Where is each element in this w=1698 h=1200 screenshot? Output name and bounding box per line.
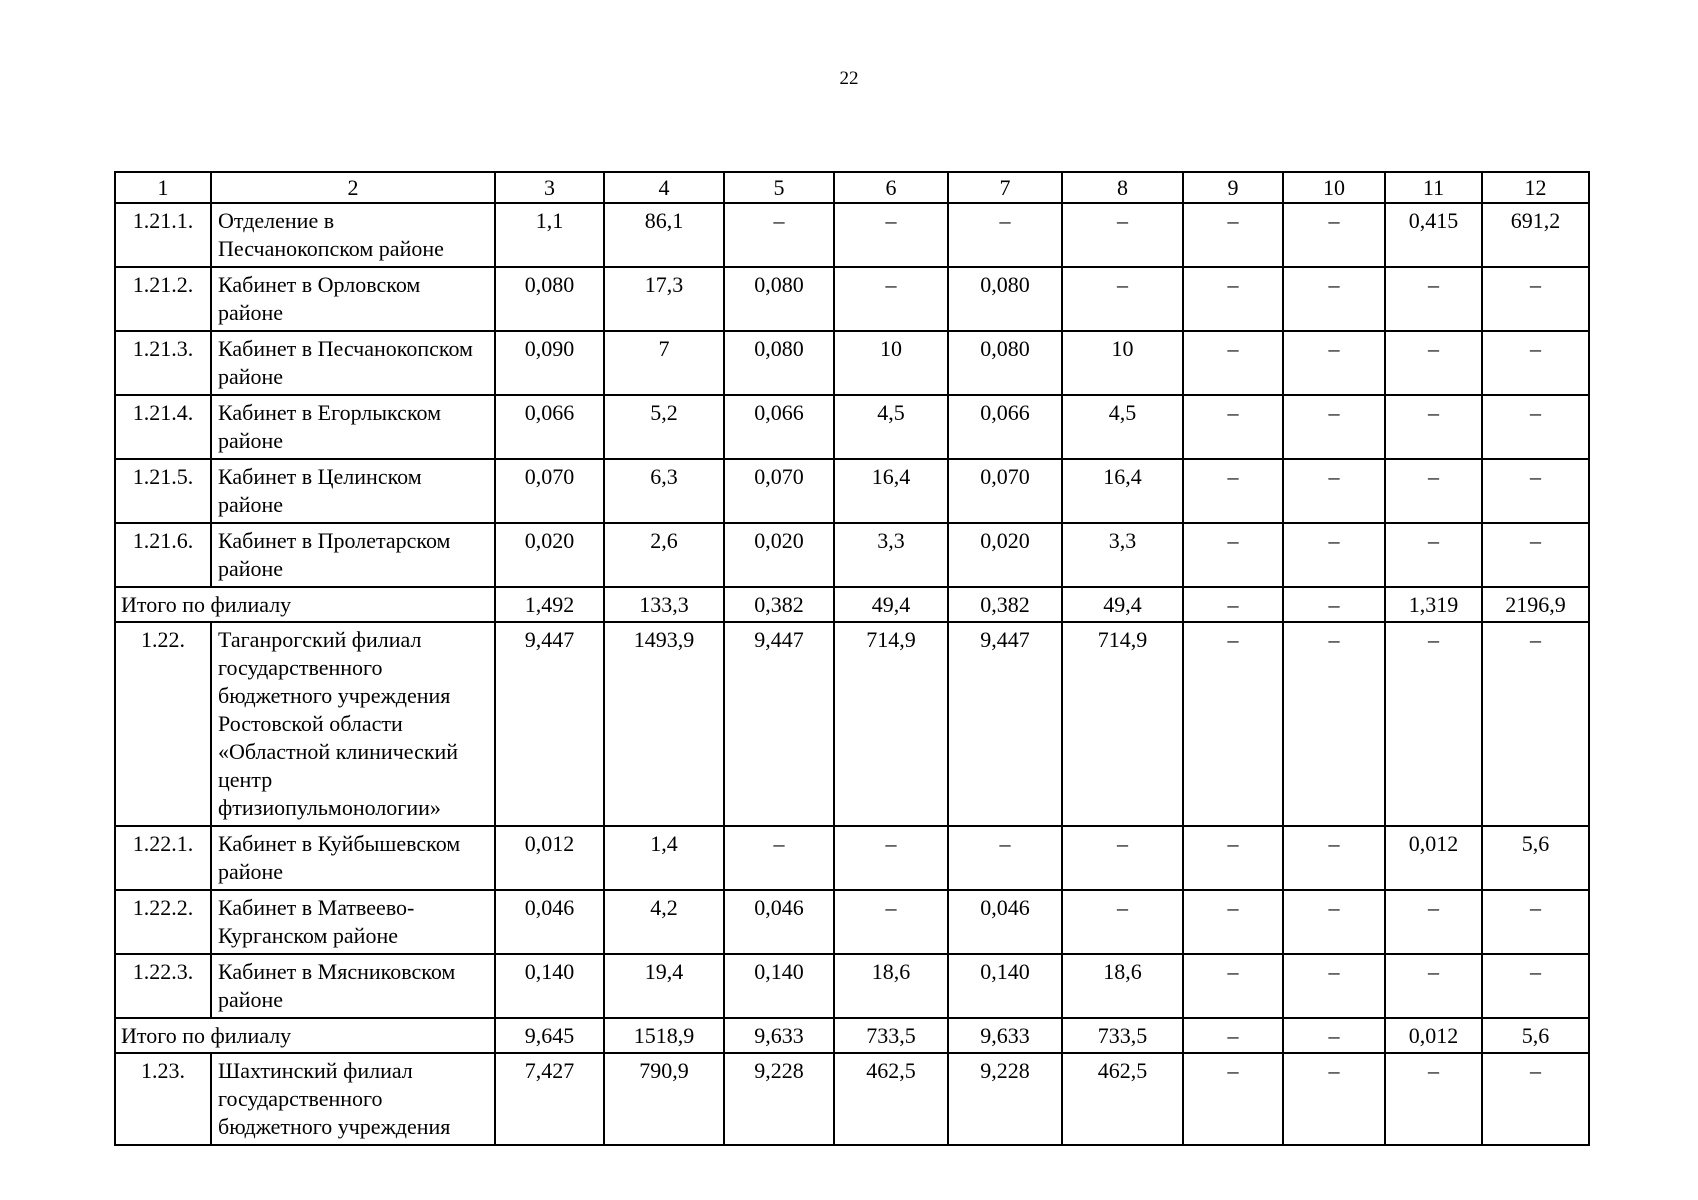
total-label: Итого по филиалу (115, 1018, 495, 1053)
value-cell: 714,9 (834, 622, 948, 826)
header-cell: 5 (724, 172, 834, 203)
value-cell: 0,080 (948, 267, 1062, 331)
header-cell: 9 (1183, 172, 1283, 203)
value-cell: 49,4 (834, 587, 948, 622)
value-cell: 16,4 (1062, 459, 1183, 523)
value-cell: – (1183, 203, 1283, 267)
value-cell: – (948, 203, 1062, 267)
value-cell: – (1385, 890, 1482, 954)
value-cell: 714,9 (1062, 622, 1183, 826)
value-cell: 10 (834, 331, 948, 395)
value-cell: – (724, 826, 834, 890)
value-cell: 10 (1062, 331, 1183, 395)
table-row (115, 331, 1589, 395)
total-label: Итого по филиалу (115, 587, 495, 622)
value-cell: – (1183, 622, 1283, 826)
value-cell: 462,5 (834, 1053, 948, 1145)
value-cell: 1518,9 (604, 1018, 724, 1053)
value-cell: – (1183, 331, 1283, 395)
value-cell: 2,6 (604, 523, 724, 587)
value-cell: – (834, 203, 948, 267)
value-cell: 733,5 (1062, 1018, 1183, 1053)
value-cell: 4,5 (834, 395, 948, 459)
row-number: 1.22. (115, 622, 211, 826)
value-cell: – (1183, 523, 1283, 587)
value-cell: – (834, 890, 948, 954)
value-cell: – (1283, 459, 1385, 523)
value-cell: – (1283, 523, 1385, 587)
value-cell: 0,020 (724, 523, 834, 587)
row-number: 1.21.1. (115, 203, 211, 267)
value-cell: – (1385, 331, 1482, 395)
value-cell: 1,1 (495, 203, 604, 267)
value-cell: 5,2 (604, 395, 724, 459)
value-cell: – (1385, 267, 1482, 331)
value-cell: – (1385, 954, 1482, 1018)
table-row (115, 826, 1589, 890)
value-cell: 2196,9 (1482, 587, 1589, 622)
row-number: 1.22.3. (115, 954, 211, 1018)
row-number: 1.21.5. (115, 459, 211, 523)
value-cell: – (948, 826, 1062, 890)
value-cell: – (1482, 622, 1589, 826)
value-cell: 0,140 (948, 954, 1062, 1018)
value-cell: 0,012 (1385, 1018, 1482, 1053)
table-row (115, 954, 1589, 1018)
row-number: 1.23. (115, 1053, 211, 1145)
value-cell: – (1385, 523, 1482, 587)
value-cell: – (1062, 203, 1183, 267)
value-cell: – (1183, 890, 1283, 954)
row-name: Кабинет в Мясниковском районе (211, 954, 495, 1018)
value-cell: – (1482, 523, 1589, 587)
row-number: 1.21.4. (115, 395, 211, 459)
value-cell: 7 (604, 331, 724, 395)
value-cell: – (1183, 1018, 1283, 1053)
value-cell: 0,382 (948, 587, 1062, 622)
value-cell: 18,6 (834, 954, 948, 1018)
value-cell: – (1482, 1053, 1589, 1145)
table-row (115, 622, 1589, 826)
header-cell: 10 (1283, 172, 1385, 203)
row-number: 1.22.1. (115, 826, 211, 890)
value-cell: 0,066 (495, 395, 604, 459)
row-number: 1.21.2. (115, 267, 211, 331)
value-cell: 3,3 (834, 523, 948, 587)
value-cell: 0,382 (724, 587, 834, 622)
value-cell: 1,4 (604, 826, 724, 890)
value-cell: – (1283, 622, 1385, 826)
value-cell: – (834, 267, 948, 331)
table-row (115, 203, 1589, 267)
value-cell: 0,070 (495, 459, 604, 523)
header-cell: 12 (1482, 172, 1589, 203)
value-cell: – (1283, 267, 1385, 331)
header-cell: 11 (1385, 172, 1482, 203)
value-cell: 0,090 (495, 331, 604, 395)
value-cell: 49,4 (1062, 587, 1183, 622)
value-cell: 0,066 (724, 395, 834, 459)
table-row (115, 523, 1589, 587)
value-cell: 5,6 (1482, 826, 1589, 890)
value-cell: 0,070 (948, 459, 1062, 523)
value-cell: – (1283, 395, 1385, 459)
value-cell: 3,3 (1062, 523, 1183, 587)
row-name: Отделение в Песчанокопском районе (211, 203, 495, 267)
header-cell: 8 (1062, 172, 1183, 203)
value-cell: – (1482, 395, 1589, 459)
value-cell: 0,020 (495, 523, 604, 587)
value-cell: 0,080 (948, 331, 1062, 395)
value-cell: – (1062, 267, 1183, 331)
header-cell: 4 (604, 172, 724, 203)
value-cell: – (1283, 1053, 1385, 1145)
table-row (115, 890, 1589, 954)
value-cell: – (1385, 622, 1482, 826)
value-cell: 0,012 (495, 826, 604, 890)
table-row (115, 395, 1589, 459)
header-cell: 1 (115, 172, 211, 203)
value-cell: – (1283, 1018, 1385, 1053)
header-cell: 7 (948, 172, 1062, 203)
value-cell: – (1062, 890, 1183, 954)
value-cell: 0,012 (1385, 826, 1482, 890)
value-cell: 0,020 (948, 523, 1062, 587)
value-cell: 9,228 (948, 1053, 1062, 1145)
value-cell: – (1283, 890, 1385, 954)
value-cell: – (1385, 395, 1482, 459)
table-body (115, 172, 1589, 1145)
value-cell: – (1482, 459, 1589, 523)
value-cell: – (724, 203, 834, 267)
value-cell: – (1183, 1053, 1283, 1145)
value-cell: 0,066 (948, 395, 1062, 459)
value-cell: – (1283, 331, 1385, 395)
value-cell: 133,3 (604, 587, 724, 622)
value-cell: 1,492 (495, 587, 604, 622)
value-cell: – (1183, 395, 1283, 459)
header-row (115, 172, 1589, 203)
value-cell: – (1183, 954, 1283, 1018)
value-cell: 5,6 (1482, 1018, 1589, 1053)
header-cell: 2 (211, 172, 495, 203)
data-table (114, 171, 1590, 1146)
value-cell: 86,1 (604, 203, 724, 267)
row-name: Кабинет в Песчанокопском районе (211, 331, 495, 395)
value-cell: 4,2 (604, 890, 724, 954)
value-cell: 9,645 (495, 1018, 604, 1053)
value-cell: – (1385, 1053, 1482, 1145)
value-cell: – (1283, 587, 1385, 622)
header-cell: 6 (834, 172, 948, 203)
table-row (115, 459, 1589, 523)
row-name: Кабинет в Пролетарском районе (211, 523, 495, 587)
value-cell: 1493,9 (604, 622, 724, 826)
total-row (115, 1018, 1589, 1053)
value-cell: – (1482, 954, 1589, 1018)
value-cell: – (1183, 267, 1283, 331)
table-row (115, 267, 1589, 331)
value-cell: – (1482, 331, 1589, 395)
value-cell: – (1062, 826, 1183, 890)
value-cell: – (1283, 954, 1385, 1018)
value-cell: 0,140 (495, 954, 604, 1018)
value-cell: – (1283, 826, 1385, 890)
value-cell: 19,4 (604, 954, 724, 1018)
row-name: Кабинет в Целинском районе (211, 459, 495, 523)
value-cell: 0,080 (724, 267, 834, 331)
value-cell: 0,140 (724, 954, 834, 1018)
page-number: 22 (839, 68, 859, 89)
value-cell: – (1183, 587, 1283, 622)
row-name: Шахтинский филиал государственного бюджетного учреждения (211, 1053, 495, 1145)
value-cell: – (1183, 459, 1283, 523)
value-cell: 6,3 (604, 459, 724, 523)
value-cell: – (1482, 267, 1589, 331)
value-cell: 0,070 (724, 459, 834, 523)
value-cell: 9,633 (724, 1018, 834, 1053)
table-row (115, 1053, 1589, 1145)
row-name: Кабинет в Матвеево-Курганском районе (211, 890, 495, 954)
value-cell: 17,3 (604, 267, 724, 331)
value-cell: – (1183, 826, 1283, 890)
value-cell: 790,9 (604, 1053, 724, 1145)
value-cell: 0,080 (724, 331, 834, 395)
value-cell: 0,415 (1385, 203, 1482, 267)
row-number: 1.22.2. (115, 890, 211, 954)
value-cell: – (1385, 459, 1482, 523)
row-number: 1.21.6. (115, 523, 211, 587)
value-cell: 0,046 (724, 890, 834, 954)
value-cell: – (1482, 890, 1589, 954)
value-cell: 18,6 (1062, 954, 1183, 1018)
value-cell: 462,5 (1062, 1053, 1183, 1145)
value-cell: – (1283, 203, 1385, 267)
value-cell: 733,5 (834, 1018, 948, 1053)
row-name: Кабинет в Егорлыкском районе (211, 395, 495, 459)
value-cell: 9,228 (724, 1053, 834, 1145)
row-name: Кабинет в Куйбышевском районе (211, 826, 495, 890)
value-cell: 1,319 (1385, 587, 1482, 622)
value-cell: 9,447 (948, 622, 1062, 826)
value-cell: 9,447 (495, 622, 604, 826)
value-cell: – (834, 826, 948, 890)
value-cell: 16,4 (834, 459, 948, 523)
value-cell: 4,5 (1062, 395, 1183, 459)
row-number: 1.21.3. (115, 331, 211, 395)
value-cell: 691,2 (1482, 203, 1589, 267)
row-name: Таганрогский филиал государственного бюджетного учреждения Ростовской области «Областной клинический центр фтизиопульмонологии» (211, 622, 495, 826)
value-cell: 0,046 (948, 890, 1062, 954)
value-cell: 9,633 (948, 1018, 1062, 1053)
value-cell: 7,427 (495, 1053, 604, 1145)
value-cell: 0,080 (495, 267, 604, 331)
header-cell: 3 (495, 172, 604, 203)
value-cell: 0,046 (495, 890, 604, 954)
total-row (115, 587, 1589, 622)
row-name: Кабинет в Орловском районе (211, 267, 495, 331)
value-cell: 9,447 (724, 622, 834, 826)
